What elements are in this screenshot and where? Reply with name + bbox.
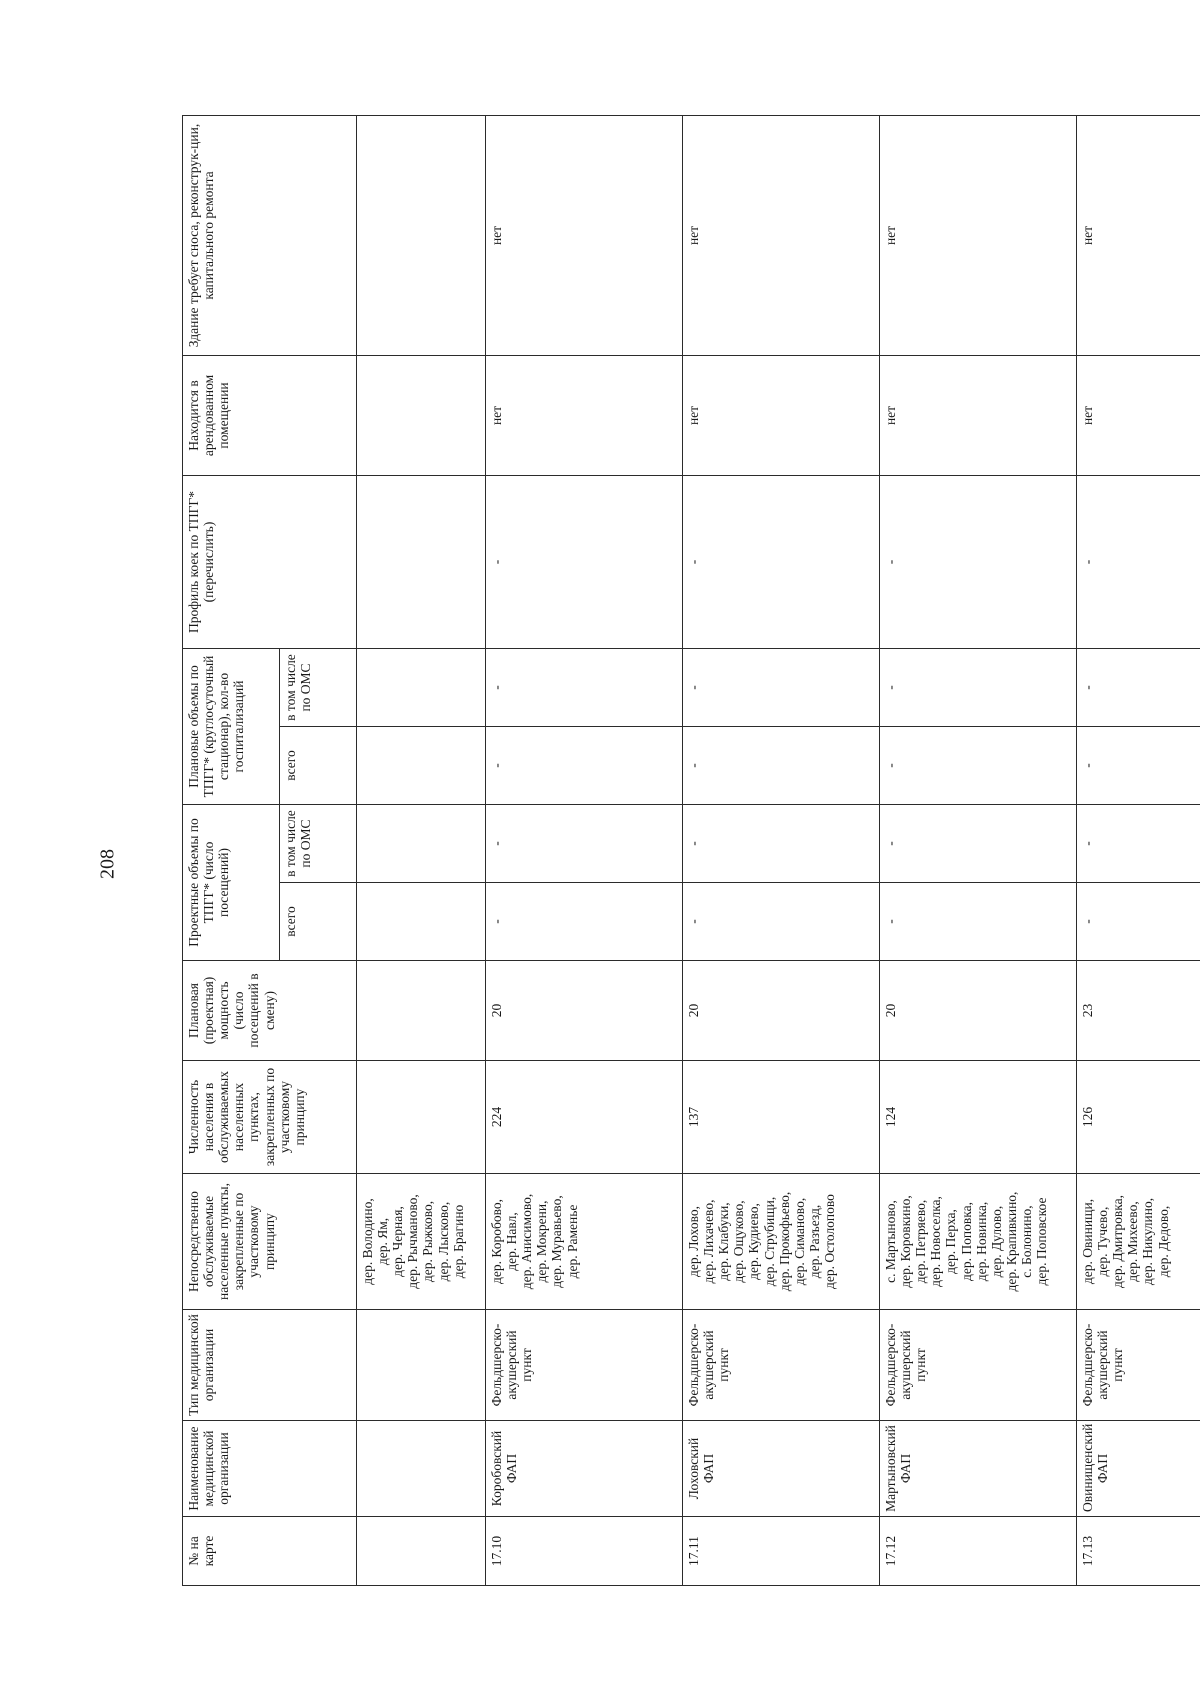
- header-num: № на карте: [183, 1517, 357, 1586]
- cell-bed-profile: [357, 475, 486, 648]
- table-row: [1077, 115, 1200, 1585]
- medical-organizations-table: [182, 115, 1200, 1586]
- cell-places: [880, 1174, 1077, 1310]
- header-capacity: Плановая (проектная) мощность (число посещений в смену): [183, 961, 357, 1061]
- cell-plan-total: -: [880, 727, 1077, 805]
- place-item: дер. Навл,: [504, 1212, 520, 1271]
- place-item: дер. Петряево,: [913, 1199, 929, 1284]
- subheader-plan-total: всего: [280, 727, 357, 805]
- cell-places: [486, 1174, 683, 1310]
- cell-rented: нет: [486, 355, 683, 475]
- cell-name: Коробовский ФАП: [486, 1421, 683, 1517]
- cell-num: 17.13: [1077, 1517, 1200, 1586]
- cell-capacity: 23: [1077, 961, 1200, 1061]
- place-item: дер. Рыжково,: [420, 1200, 436, 1283]
- cell-bed-profile: -: [880, 475, 1077, 648]
- place-item: дер. Никулино,: [1140, 1197, 1156, 1286]
- place-item: дер. Клабуки,: [716, 1202, 732, 1281]
- header-bed-profile: Профиль коек по ТПГГ* (перечислить): [183, 475, 357, 648]
- cell-plan-oms: -: [486, 648, 683, 726]
- cell-rented: [357, 355, 486, 475]
- header-repair: Здание требует сноса, реконструк-ции, капитального ремонта: [183, 115, 357, 355]
- place-item: дер. Дулово,: [988, 1205, 1004, 1278]
- cell-population: [357, 1061, 486, 1174]
- cell-population: 124: [880, 1061, 1077, 1174]
- cell-name: Лоховский ФАП: [683, 1421, 880, 1517]
- cell-population: 137: [683, 1061, 880, 1174]
- place-item: дер. Брагино: [450, 1204, 466, 1279]
- header-places: Непосредственно обслуживаемые населенные пункты, закрепленные по участковому принципу: [183, 1174, 357, 1310]
- cell-repair: нет: [880, 115, 1077, 355]
- place-item: дер. Дмитровка,: [1110, 1195, 1126, 1288]
- place-item: дер. Кудиево,: [746, 1203, 762, 1280]
- header-row: [183, 115, 280, 1585]
- continuation-row: [357, 115, 486, 1585]
- cell-name: [357, 1421, 486, 1517]
- place-item: дер. Разъезд,: [806, 1204, 822, 1279]
- cell-num: 17.10: [486, 1517, 683, 1586]
- place-item: дер. Муравьево,: [549, 1195, 565, 1288]
- cell-type: Фельдшерско-акушерский пункт: [1077, 1310, 1200, 1421]
- place-item: дер. Лохово,: [686, 1206, 701, 1277]
- cell-rented: нет: [683, 355, 880, 475]
- header-design-volume: Проектные объемы по ТПГГ* (число посещений): [183, 805, 280, 961]
- place-item: дер. Поповка,: [958, 1202, 974, 1281]
- cell-bed-profile: -: [1077, 475, 1200, 648]
- cell-name: Мартыновский ФАП: [880, 1421, 1077, 1517]
- page-number: 208: [96, 849, 119, 879]
- cell-type: [357, 1310, 486, 1421]
- cell-design-oms: -: [1077, 805, 1200, 883]
- place-item: дер. Коробово,: [489, 1199, 504, 1284]
- place-item: дер. Остолопово: [821, 1194, 837, 1289]
- place-item: дер. Ям,: [375, 1217, 391, 1266]
- place-item: дер. Коровкино,: [898, 1195, 914, 1288]
- subheader-plan-oms: в том числе по ОМС: [280, 648, 357, 726]
- place-item: дер. Перха,: [943, 1209, 959, 1274]
- place-item: дер. Симаново,: [791, 1197, 807, 1286]
- cell-repair: нет: [486, 115, 683, 355]
- cell-repair: нет: [683, 115, 880, 355]
- place-item: дер. Поповское: [1034, 1197, 1050, 1286]
- cell-name: Овинищенский ФАП: [1077, 1421, 1200, 1517]
- place-item: дер. Ощуково,: [731, 1200, 747, 1283]
- place-item: дер. Рычманово,: [405, 1194, 421, 1289]
- cell-design-oms: [357, 805, 486, 883]
- table-row: [486, 115, 683, 1585]
- cell-plan-total: [357, 727, 486, 805]
- place-item: дер. Черная,: [390, 1206, 406, 1277]
- cell-design-total: -: [683, 883, 880, 961]
- cell-places: [683, 1174, 880, 1310]
- cell-capacity: [357, 961, 486, 1061]
- cell-plan-oms: -: [1077, 648, 1200, 726]
- cell-population: 126: [1077, 1061, 1200, 1174]
- place-item: дер. Струбищи,: [761, 1196, 777, 1287]
- cell-num: 17.12: [880, 1517, 1077, 1586]
- cell-capacity: 20: [880, 961, 1077, 1061]
- place-item: дер. Новинка,: [973, 1201, 989, 1282]
- cell-type: Фельдшерско-акушерский пункт: [880, 1310, 1077, 1421]
- cell-plan-total: -: [683, 727, 880, 805]
- place-item: дер. Раменье: [564, 1204, 580, 1279]
- table-row: [880, 115, 1077, 1585]
- cell-places: [357, 1174, 486, 1310]
- cell-design-oms: -: [486, 805, 683, 883]
- cell-design-oms: -: [880, 805, 1077, 883]
- cell-plan-oms: [357, 648, 486, 726]
- cell-capacity: 20: [683, 961, 880, 1061]
- place-item: дер. Новоселка,: [928, 1196, 944, 1287]
- cell-type: Фельдшерско-акушерский пункт: [486, 1310, 683, 1421]
- place-item: дер. Анисимово,: [519, 1193, 535, 1290]
- header-type: Тип медицинской организации: [183, 1310, 357, 1421]
- cell-repair: нет: [1077, 115, 1200, 355]
- place-item: дер. Дедово,: [1155, 1205, 1171, 1278]
- cell-plan-total: -: [486, 727, 683, 805]
- cell-plan-oms: -: [683, 648, 880, 726]
- header-population: Численность населения в обслуживаемых населенных пунктах, закрепленных по участковому принципу: [183, 1061, 357, 1174]
- place-item: дер. Овинищи,: [1080, 1198, 1095, 1285]
- table-row: [683, 115, 880, 1585]
- place-item: с. Мартыново,: [883, 1200, 898, 1283]
- place-item: с. Болонино,: [1018, 1205, 1034, 1278]
- cell-design-total: -: [880, 883, 1077, 961]
- cell-repair: [357, 115, 486, 355]
- subheader-design-oms: в том числе по ОМС: [280, 805, 357, 883]
- cell-bed-profile: -: [683, 475, 880, 648]
- cell-design-total: -: [1077, 883, 1200, 961]
- cell-design-total: -: [486, 883, 683, 961]
- cell-bed-profile: -: [486, 475, 683, 648]
- rotated-table-wrapper: [182, 116, 1171, 1586]
- cell-plan-oms: -: [880, 648, 1077, 726]
- place-item: дер. Крапивкино,: [1003, 1191, 1019, 1292]
- cell-capacity: 20: [486, 961, 683, 1061]
- place-item: дер. Лысково,: [435, 1201, 451, 1282]
- place-item: дер. Тучево,: [1095, 1206, 1111, 1277]
- subheader-design-total: всего: [280, 883, 357, 961]
- place-item: дер. Михеево,: [1125, 1201, 1141, 1282]
- header-rented: Находится в арендованном помещении: [183, 355, 357, 475]
- cell-places: [1077, 1174, 1200, 1310]
- cell-rented: нет: [880, 355, 1077, 475]
- place-item: дер. Мокрени,: [534, 1200, 550, 1283]
- cell-plan-total: -: [1077, 727, 1200, 805]
- cell-num: [357, 1517, 486, 1586]
- place-item: дер. Лихачево,: [701, 1199, 717, 1284]
- cell-rented: нет: [1077, 355, 1200, 475]
- cell-design-oms: -: [683, 805, 880, 883]
- place-item: дер. Володино,: [360, 1198, 375, 1285]
- place-item: дер. Прокофьево,: [776, 1191, 792, 1292]
- cell-design-total: [357, 883, 486, 961]
- cell-population: 224: [486, 1061, 683, 1174]
- header-plan-volume: Плановые объемы по ТПГГ* (круглосуточный стационар), кол-во госпитализаций: [183, 648, 280, 804]
- cell-num: 17.11: [683, 1517, 880, 1586]
- header-name: Наименование медицинской организации: [183, 1421, 357, 1517]
- cell-type: Фельдшерско-акушерский пункт: [683, 1310, 880, 1421]
